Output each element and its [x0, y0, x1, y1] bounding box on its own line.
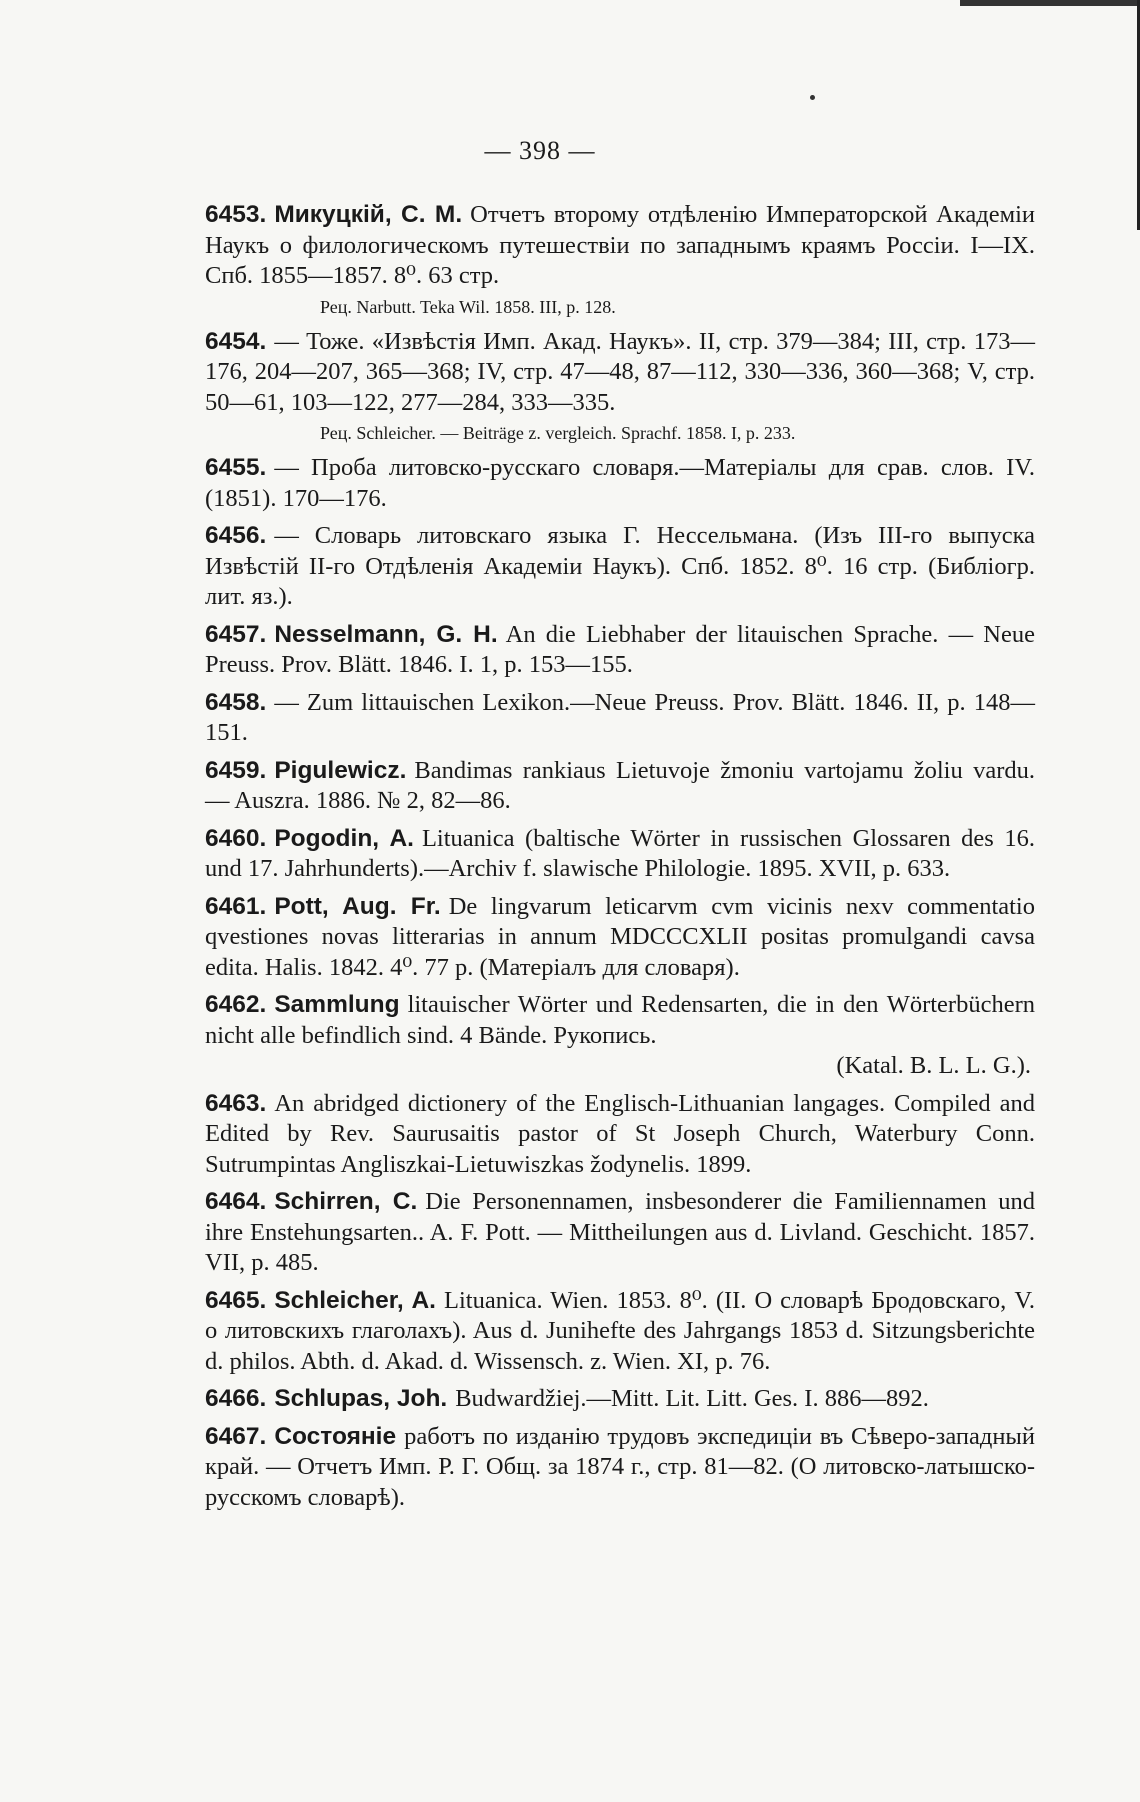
bibliography-entry — [205, 327, 1035, 447]
entry-number: 6457. — [205, 620, 267, 648]
entry-number: 6462. — [205, 991, 267, 1018]
bibliography-entry — [205, 200, 1035, 320]
entry-text: Bandimas rankiaus Lietuvoje žmoniu vartojamu žoliu vardu. — Auszra. 1886. № 2, 82—86. — [205, 756, 1035, 814]
bibliography-entry — [205, 1422, 1035, 1514]
entry-number: 6465. — [205, 1286, 267, 1314]
bibliography-entry — [205, 1089, 1035, 1181]
entry-number: 6464. — [205, 1188, 267, 1215]
entry-author: Pott, Aug. Fr. — [274, 892, 441, 920]
entry-author: Pigulewicz. — [274, 756, 407, 784]
bibliography-entry — [205, 1187, 1035, 1279]
entry-text: An abridged dictionery of the Englisch-Lithuanian langages. Compiled and Edited by Rev. Saurusaitis pastor of St Joseph Church, Waterbury Conn. Sutrumpintas Angliszkai-Lietuwiszkas žodynelis. 1899. — [205, 1089, 1035, 1178]
entry-text: Budwardžiej.—Mitt. Lit. Litt. Ges. I. 886—892. — [455, 1385, 929, 1412]
scan-edge-top — [960, 0, 1140, 6]
bibliography-entry — [205, 453, 1035, 514]
entry-author: Состоянiе — [274, 1422, 397, 1450]
entry-text: Lituanica. Wien. 1853. 8⁰. (II. О словарѣ Бродовскаго, V. о литовскихъ глаголахъ). Aus d. Junihefte des Jahrgangs 1853 d. Sitzungsberichte d. philos. Abth. d. Akad. d. Wissensch. z. Wien. XI, p. 76. — [205, 1286, 1035, 1375]
entry-author: Sammlung — [274, 991, 400, 1018]
entry-text: — Zum littauischen Lexikon.—Neue Preuss. Prov. Blätt. 1846. II, p. 148—151. — [205, 688, 1035, 746]
entry-text: Отчетъ второму отдѣленiю Императорской Академiи Наукъ о филологическомъ путешествiи по западнымъ краямъ Россiи. I—IX. Спб. 1855—1857. 8⁰. 63 стр. — [205, 201, 1035, 289]
entry-number: 6463. — [205, 1089, 267, 1117]
bibliography-entry — [205, 756, 1035, 817]
entry-author: Nesselmann, G. H. — [274, 620, 498, 648]
entry-number: 6458. — [205, 688, 267, 716]
entry-number: 6456. — [205, 522, 267, 549]
entry-text: litauischer Wörter und Redensarten, die in den Wörterbüchern nicht alle befindlich sind. 4 Bände. Рукопись. — [205, 991, 1035, 1049]
entry-author: Микуцкiй, С. М. — [274, 201, 463, 228]
entry-text: An die Liebhaber der litauischen Sprache. — Neue Preuss. Prov. Blätt. 1846. I. 1, p. 153—155. — [205, 620, 1035, 678]
bibliography-entry — [205, 620, 1035, 681]
entry-text: Die Personennamen, insbesonderer die Familiennamen und ihre Enstehungsarten.. A. F. Pott. — Mittheilungen aus d. Livland. Geschicht. 1857. VII, p. 485. — [205, 1188, 1036, 1276]
entry-author: Schleicher, A. — [274, 1286, 436, 1314]
entry-number: 6454. — [205, 327, 267, 355]
bibliography-entry — [205, 521, 1035, 613]
entry-text: работъ по изданiю трудовъ экспедицiи въ Сѣверо-западный край. — Отчетъ Имп. Р. Г. Общ. за 1874 г., стр. 81—82. (О литовско-латышско-русскомъ словарѣ). — [205, 1422, 1035, 1511]
entry-number: 6459. — [205, 756, 267, 784]
entry-text: — Тоже. «Извѣстiя Имп. Акад. Наукъ». II, стр. 379—384; III, стр. 173—176, 204—207, 365—368; IV, стр. 47—48, 87—112, 330—336, 360—368; V, стр. 50—61, 103—122, 277—284, 333—335. — [205, 327, 1035, 416]
entry-number: 6461. — [205, 892, 267, 920]
entry-number: 6467. — [205, 1422, 267, 1450]
entry-text: — Словарь литовскаго языка Г. Нессельмана. (Изъ III-го выпуска Извѣстiй II-го Отдѣленiя Академiи Наукъ). Спб. 1852. 8⁰. 16 стр. (Библiогр. лит. яз.). — [205, 522, 1035, 610]
bibliography-entry — [205, 824, 1035, 885]
bibliography-entry — [205, 1384, 1035, 1415]
bibliography-entry — [205, 688, 1035, 749]
entry-review: Рец. Schleicher. — Beiträge z. vergleich. Sprachf. 1858. I, p. 233. — [320, 423, 796, 443]
bibliography-entry — [205, 1286, 1035, 1378]
entry-author: Schlupas, Joh. — [274, 1385, 448, 1412]
page-number: — 398 — — [484, 136, 596, 165]
bibliography-entry — [205, 892, 1035, 984]
entry-author: Schirren, C. — [274, 1188, 418, 1215]
entry-review: Рец. Narbutt. Teka Wil. 1858. III, p. 128. — [320, 296, 616, 317]
bibliography-text — [205, 200, 1035, 1520]
bibliography-entry — [205, 990, 1035, 1082]
entry-number: 6466. — [205, 1385, 267, 1412]
entry-text: Lituanica (baltische Wörter in russischen Glossaren des 16. und 17. Jahrhunderts).—Archiv f. slawische Philologie. 1895. XVII, p. 633. — [205, 824, 1036, 882]
entry-author: Pogodin, A. — [274, 824, 414, 852]
entry-text: — Проба литовско-русскаго словаря.—Матерiалы для срав. слов. IV. (1851). 170—176. — [205, 454, 1035, 512]
entry-source: (Katal. B. L. L. G.). — [836, 1052, 1031, 1079]
scan-speck — [810, 95, 815, 100]
entry-number: 6453. — [205, 201, 267, 228]
entry-number: 6460. — [205, 824, 267, 852]
entry-number: 6455. — [205, 454, 267, 481]
entry-text: De lingvarum leticarvm cvm vicinis nexv commentatio qvestiones novas litterarias in annum MDCCCXLII positas promulgandi cavsa edita. Halis. 1842. 4⁰. 77 p. (Матерiалъ для словаря). — [205, 892, 1035, 981]
